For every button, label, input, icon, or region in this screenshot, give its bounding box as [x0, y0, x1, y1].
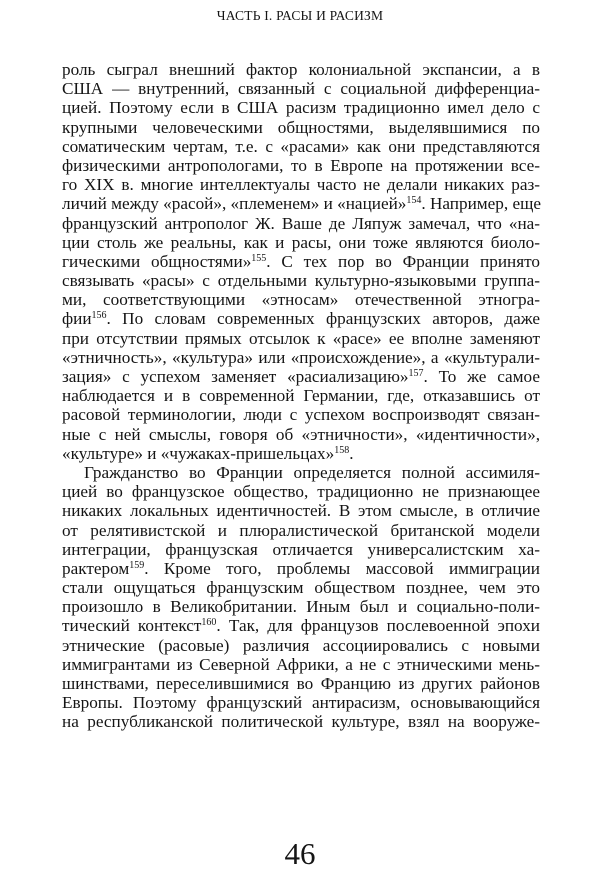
text-line — [62, 137, 540, 156]
line-text: Европы. Поэтому французский антирасизм, основывающийся — [62, 693, 540, 713]
text-line — [62, 501, 540, 520]
text-line — [62, 367, 540, 386]
text-line — [62, 386, 540, 405]
text-line — [62, 98, 540, 117]
line-text: цией во французское общество, традиционно не признающее — [62, 482, 540, 502]
line-text: тический контекст — [62, 616, 202, 636]
line-text: «этничность», «культура» или «происхождение», а «культурали- — [62, 347, 540, 367]
text-line — [62, 405, 540, 424]
line-text: . — [349, 443, 354, 463]
text-line — [62, 214, 540, 233]
line-text: расовой терминологии, люди с успехом воспроизводят связан- — [62, 405, 540, 425]
line-text: крупными человеческими общностями, выделявшимися по — [62, 117, 540, 137]
running-header: ЧАСТЬ I. РАСЫ И РАСИЗМ — [216, 8, 384, 23]
line-text: на республиканской политической культуре, взял на вооруже- — [62, 712, 540, 732]
line-text: рактером — [62, 558, 130, 578]
text-line — [62, 444, 540, 463]
line-text: при отсутствии прямых отсылок к «расе» ее вполне заменяют — [62, 328, 540, 348]
line-text: . То же самое — [423, 367, 540, 386]
text-line — [62, 559, 540, 578]
text-line — [62, 290, 540, 309]
line-text: этнические (расовые) различия ассоциировались с новыми — [62, 635, 540, 655]
footnote-reference[interactable]: 159 — [129, 559, 145, 571]
footnote-reference[interactable]: 158 — [334, 444, 350, 456]
paragraph — [62, 463, 540, 732]
footnote-reference[interactable]: 154 — [406, 195, 422, 207]
text-line — [62, 616, 540, 635]
line-text: гическими общностями» — [62, 251, 252, 271]
text-line — [62, 348, 540, 367]
text-line — [62, 540, 540, 559]
line-text: ции столь же реальны, как и расы, они тоже являются биоло- — [62, 232, 540, 252]
line-text: французский антрополог Ж. Ваше де Ляпуж замечал, что «на- — [62, 213, 540, 233]
line-text: ми, соответствующими «этносам» отечественной этногра- — [62, 290, 540, 310]
line-text: никаких локальных идентичностей. В этом смысле, в отличие — [62, 501, 540, 521]
line-text: «культуре» и «чужаках-пришельцах» — [62, 443, 335, 463]
line-text: стали ощущаться французским обществом позднее, чем это — [62, 578, 540, 598]
text-line — [62, 271, 540, 290]
line-text: соматическим чертам, т.е. с «расами» как они представляются — [62, 136, 540, 156]
line-text: физическими антропологами, то в Европе на протяжении все- — [62, 155, 540, 175]
text-line — [62, 194, 540, 213]
text-line — [62, 636, 540, 655]
line-text: связывать «расы» с отдельными культурно-языковыми группа- — [62, 271, 540, 291]
text-line — [62, 521, 540, 540]
text-line — [62, 463, 540, 482]
text-line — [62, 482, 540, 501]
text-line — [62, 425, 540, 444]
footnote-reference[interactable]: 156 — [91, 310, 107, 322]
line-text: шинствами, переселившимися во Францию из других районов — [62, 674, 540, 693]
line-text: интеграции, французская отличается универсалистским ха- — [62, 539, 540, 559]
text-line — [62, 175, 540, 194]
text-line — [62, 252, 540, 271]
line-text: США — внутренний, связанный с социальной дифференциа- — [62, 79, 540, 99]
line-text: от релятивистской и плюралистической британской модели — [62, 520, 540, 540]
text-line — [62, 674, 540, 693]
line-text: личий между «расой», «племенем» и «нацией» — [62, 194, 407, 214]
line-text: произошло в Великобритании. Иным был и социально-поли- — [62, 597, 540, 617]
line-text: зация» с успехом заменяет «расиализацию» — [62, 367, 409, 386]
text-line — [62, 118, 540, 137]
footnote-reference[interactable]: 157 — [408, 368, 424, 379]
text-line — [62, 712, 540, 731]
text-line — [62, 60, 540, 79]
line-text: . С тех пор во Франции принято — [266, 251, 540, 271]
page-body — [62, 60, 540, 732]
page-number: 46 — [284, 836, 316, 871]
line-text: ные с ней смыслы, говоря об «этничности», «идентичности», — [62, 424, 540, 444]
footnote-reference[interactable]: 160 — [201, 617, 217, 629]
text-line — [62, 655, 540, 674]
text-line — [62, 329, 540, 348]
text-line — [62, 233, 540, 252]
text-line — [62, 578, 540, 597]
line-text: фии — [62, 309, 92, 329]
text-line — [62, 156, 540, 175]
line-text: цией. Поэтому если в США расизм традиционно имел дело с — [62, 98, 540, 118]
line-text: . Кроме того, проблемы массовой иммиграции — [144, 558, 540, 578]
line-text: . Так, для французов послевоенной эпохи — [216, 616, 540, 636]
line-text: роль сыграл внешний фактор колониальной экспансии, а в — [62, 60, 540, 79]
line-text: го XIX в. многие интеллектуалы часто не делали никаких раз- — [62, 175, 540, 195]
footnote-reference[interactable]: 155 — [251, 252, 267, 264]
line-text: . По словам современных французских авторов, даже — [106, 309, 540, 329]
text-line — [62, 309, 540, 328]
text-line — [62, 79, 540, 98]
line-text: Гражданство во Франции определяется полной ассимиля- — [84, 462, 540, 482]
text-line — [62, 597, 540, 616]
line-text: иммигрантами из Северной Африки, а не с этническими мень- — [62, 654, 540, 674]
line-text: наблюдается и в современной Германии, где, отказавшись от — [62, 386, 540, 406]
paragraph — [62, 60, 540, 463]
line-text: . Например, еще — [421, 194, 541, 214]
text-line — [62, 693, 540, 712]
